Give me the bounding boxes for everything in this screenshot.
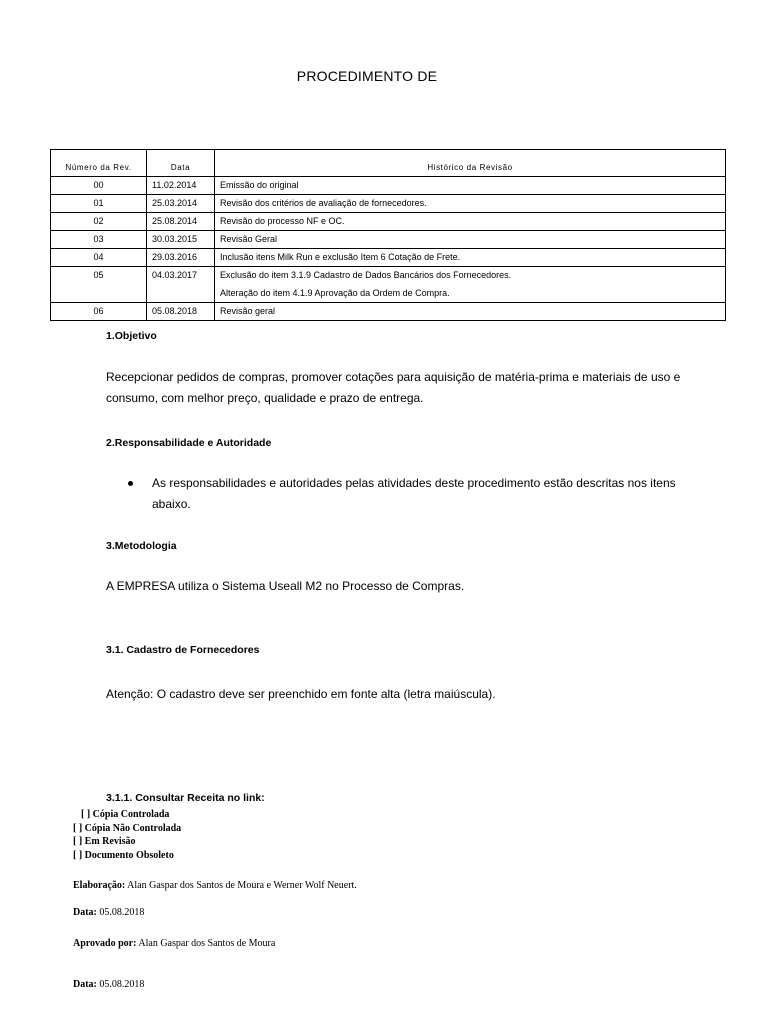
- revision-table-body: [51, 177, 726, 321]
- rev-history-cell: [215, 231, 726, 249]
- checkbox-em-revisao: [ ] Em Revisão: [73, 836, 136, 847]
- section-3-text: A EMPRESA utiliza o Sistema Useall M2 no Processo de Compras.: [106, 579, 465, 593]
- rev-date-cell: 29.03.2016: [147, 249, 215, 267]
- header-history: Histórico da Revisão: [215, 150, 726, 177]
- data-label-1: Data:: [73, 907, 97, 918]
- bullet-icon: [128, 481, 133, 486]
- copy-status-checklist: [73, 808, 181, 862]
- rev-history-line: Emissão do original: [220, 180, 299, 190]
- rev-number-cell: 02: [51, 213, 147, 231]
- table-row: [51, 267, 726, 303]
- elaboracao-line: [73, 880, 357, 891]
- rev-history-line: Revisão dos critérios de avaliação de fornecedores.: [220, 198, 427, 208]
- revision-table: [50, 149, 726, 321]
- aprovado-label: Aprovado por:: [73, 938, 137, 949]
- section-3-title: 3.Metodologia: [106, 540, 177, 552]
- rev-number-cell: 00: [51, 177, 147, 195]
- rev-number-cell: 03: [51, 231, 147, 249]
- rev-history-line: Exclusão do item 3.1.9 Cadastro de Dados Bancários dos Fornecedores.: [220, 270, 512, 280]
- rev-number-cell: 05: [51, 267, 147, 303]
- aprovado-value: Alan Gaspar dos Santos de Moura: [138, 938, 276, 949]
- rev-history-cell: [215, 303, 726, 321]
- rev-date-cell: 04.03.2017: [147, 267, 215, 303]
- section-3-1-title: 3.1. Cadastro de Fornecedores: [106, 644, 260, 656]
- rev-date-cell: 25.03.2014: [147, 195, 215, 213]
- section-3-1-text: Atenção: O cadastro deve ser preenchido em fonte alta (letra maiúscula).: [106, 687, 496, 701]
- section-1-text: Recepcionar pedidos de compras, promover cotações para aquisição de matéria-prima e materiais de uso e consumo, com melhor preço, qualidade e prazo de entrega.: [106, 370, 681, 405]
- checkbox-documento-obsoleto: [ ] Documento Obsoleto: [73, 849, 174, 861]
- checkbox-copia-nao-controlada: [ ] Cópia Não Controlada: [73, 822, 182, 834]
- table-row: [51, 177, 726, 195]
- aprovado-line: [73, 938, 275, 949]
- section-2-bullet-text: As responsabilidades e autoridades pelas atividades deste procedimento estão descritas nos itens abaixo.: [152, 476, 676, 511]
- rev-number-cell: 01: [51, 195, 147, 213]
- rev-history-cell: [215, 195, 726, 213]
- rev-date-cell: 11.02.2014: [147, 177, 215, 195]
- table-row: [51, 195, 726, 213]
- rev-history-line: Revisão Geral: [220, 234, 278, 244]
- table-header-row: [51, 150, 726, 177]
- rev-history-line: Alteração do item 4.1.9 Aprovação da Ordem de Compra.: [220, 288, 450, 298]
- data-label-2: Data:: [73, 979, 97, 990]
- rev-history-line: Inclusão itens Milk Run e exclusão Item 6 Cotação de Frete.: [220, 252, 461, 262]
- rev-history-cell: [215, 177, 726, 195]
- elaboracao-value: Alan Gaspar dos Santos de Moura e Werner Wolf Neuert.: [127, 880, 357, 891]
- rev-date-cell: 25.08.2014: [147, 213, 215, 231]
- section-2-title: 2.Responsabilidade e Autoridade: [106, 437, 272, 449]
- rev-number-cell: 04: [51, 249, 147, 267]
- header-rev-number: Número da Rev.: [51, 150, 147, 177]
- rev-history-line: Revisão geral: [220, 306, 276, 316]
- section-3-1-1-title: 3.1.1. Consultar Receita no link:: [106, 792, 265, 804]
- header-date: Data: [147, 150, 215, 177]
- table-row: [51, 213, 726, 231]
- data-line-2: [73, 979, 144, 990]
- section-1-title: 1.Objetivo: [106, 330, 157, 342]
- rev-date-cell: 05.08.2018: [147, 303, 215, 321]
- elaboracao-label: Elaboração:: [73, 880, 126, 891]
- data-value-2: 05.08.2018: [99, 979, 145, 990]
- rev-history-line: Revisão do processo NF e OC.: [220, 216, 345, 226]
- rev-date-cell: 30.03.2015: [147, 231, 215, 249]
- data-line-1: [73, 907, 144, 918]
- rev-history-cell: [215, 213, 726, 231]
- rev-history-cell: [215, 267, 726, 303]
- page-title: PROCEDIMENTO DE: [296, 68, 438, 84]
- table-row: [51, 303, 726, 321]
- rev-number-cell: 06: [51, 303, 147, 321]
- data-value-1: 05.08.2018: [99, 907, 145, 918]
- checkbox-copia-controlada: [ ] Cópia Controlada: [81, 809, 170, 820]
- rev-history-cell: [215, 249, 726, 267]
- table-row: [51, 249, 726, 267]
- section-2-bullet: [128, 473, 708, 515]
- table-row: [51, 231, 726, 249]
